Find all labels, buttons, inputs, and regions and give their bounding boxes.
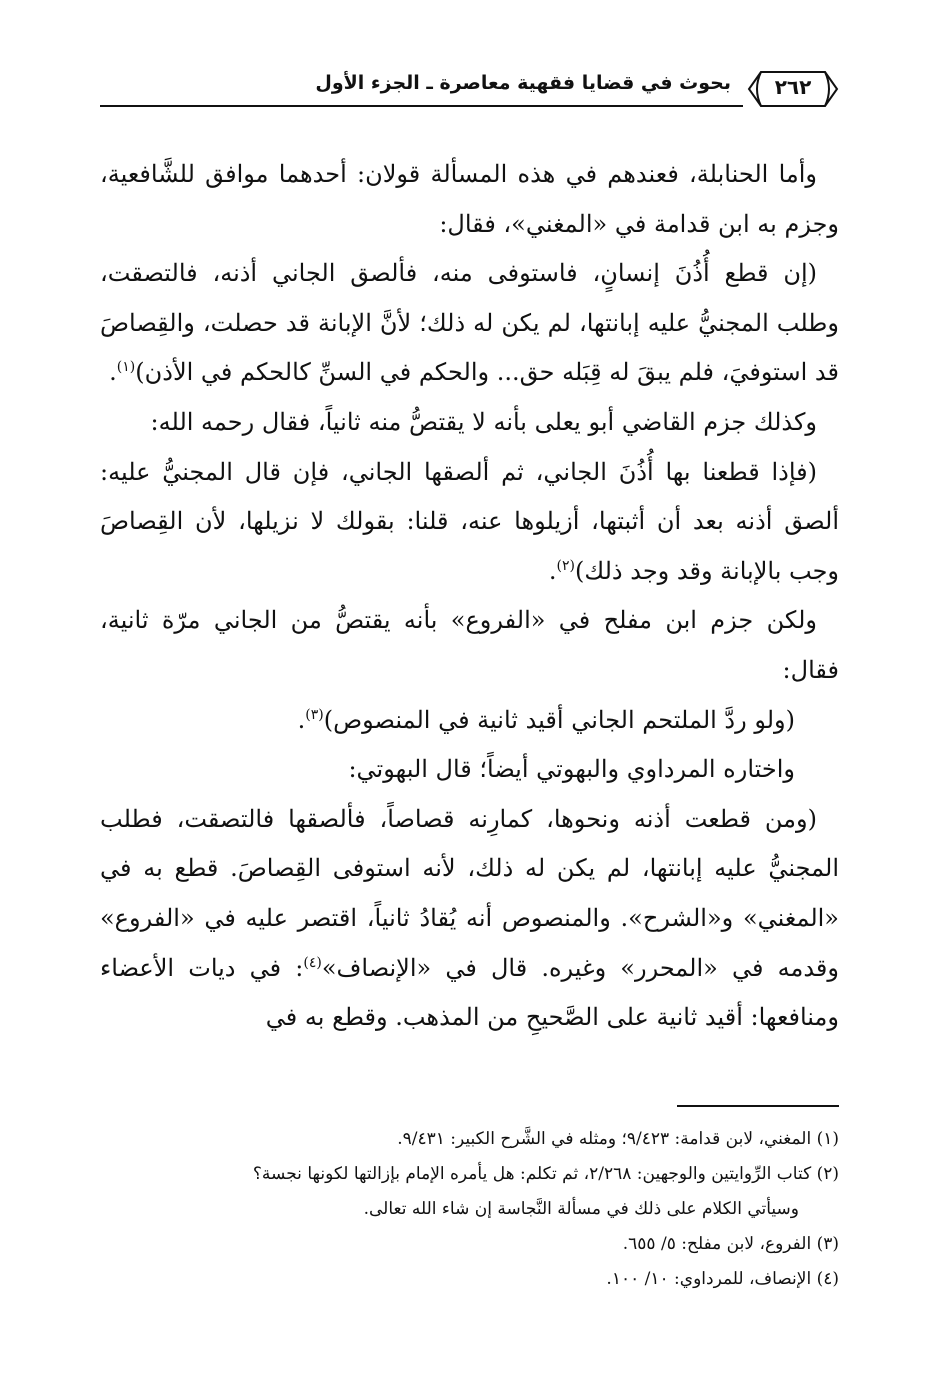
- paragraph-abu-yala: وكذلك جزم القاضي أبو يعلى بأنه لا يقتصُّ منه ثانياً، فقال رحمه الله:: [150, 407, 817, 436]
- quote-mughni: (إن قطع أُذُنَ إنسانٍ، فاستوفى منه، فألصق الجاني أذنه، فالتصقت، وطلب المجنيُّ عليه إبانتها، لم يكن له ذلك؛ لأنَّ الإبانة قد حصلت، والقِصاصَ قد استوفيَ، فلم يبقَ له قِبَله حق... والحكم في السنِّ كالحكم في الأذن)$^{(١)}$.: [100, 259, 839, 387]
- page-header: [100, 68, 839, 108]
- paragraph-mardawi: واختاره المرداوي والبهوتي أيضاً؛ قال البهوتي:: [348, 755, 795, 784]
- page-number: ٢٦٢: [774, 75, 812, 99]
- quote-furu: (ولو ردَّ الملتحم الجاني أقيد ثانية في المنصوص)$^{(٣)}$.: [297, 705, 795, 734]
- footnote-1: (١) المغني، لابن قدامة: ٩/٤٢٣؛ ومثله في الشَّرح الكبير: ٩/٤٣١.: [397, 1129, 839, 1149]
- footnote-marker-1[interactable]: (١): [116, 359, 136, 376]
- footnote-3: (٣) الفروع، لابن مفلح: ٥/ ٦٥٥.: [622, 1234, 839, 1254]
- footnote-marker-3[interactable]: (٣): [305, 706, 324, 723]
- footnote-2: (٢) كتاب الرِّوايتين والوجهين: ٢/٢٦٨، ثم تكلم: هل يأمره الإمام بإزالتها لكونها نجسة؟: [252, 1164, 839, 1184]
- footnote-marker-4[interactable]: (٤): [303, 954, 322, 971]
- footnote-4: (٤) الإنصاف، للمرداوي: ١٠/ ١٠٠.: [606, 1269, 839, 1289]
- footnote-separator: [677, 1105, 839, 1107]
- quote-buhuti: (ومن قطعت أذنه ونحوها، كمارِنه قصاصاً، فألصقها فالتصقت، فطلب المجنيُّ عليه إبانتها، لم يكن له ذلك، لأنه استوفى القِصاصَ. قطع به في «المغني» و«الشرح». والمنصوص أنه يُقادُ ثانياً، اقتصر عليه في «الفروع» وقدمه في «المحرر» وغيره. قال في «الإنصاف»$^{(٤)}$: في ديات الأعضاء ومنافعها: أقيد ثانية على الصَّحيحِ من المذهب. وقطع به في: [100, 804, 839, 1032]
- quote-abu-yala: (فإذا قطعنا بها أُذُنَ الجاني، ثم ألصقها الجاني، فإن قال المجنيُّ عليه: ألصق أذنه بعد أن أثبتها، أزيلوها عنه، قلنا: بقولك لا نزيلها، لأن القِصاصَ وجب بالإبانة وقد وجد ذلك)$^{(٢)}$.: [100, 457, 839, 585]
- footnotes: [100, 1122, 839, 1297]
- header-rule: [100, 105, 743, 107]
- paragraph-ibn-muflih: ولكن جزم ابن مفلح في «الفروع» بأنه يقتصُّ من الجاني مرّة ثانية، فقال:: [100, 606, 839, 684]
- main-text: [100, 150, 839, 1043]
- running-title: بحوث في قضايا فقهية معاصرة ـ الجزء الأول: [315, 72, 731, 94]
- page-number-badge: [747, 68, 839, 110]
- paragraph-hanabila: وأما الحنابلة، فعندهم في هذه المسألة قولان: أحدهما موافق للشَّافعية، وجزم به ابن قدامة في «المغني»، فقال:: [100, 160, 839, 238]
- footnote-2-continuation: وسيأتي الكلام على ذلك في مسألة النَّجاسة إن شاء الله تعالى.: [363, 1199, 799, 1219]
- footnote-marker-2[interactable]: (٢): [556, 557, 575, 574]
